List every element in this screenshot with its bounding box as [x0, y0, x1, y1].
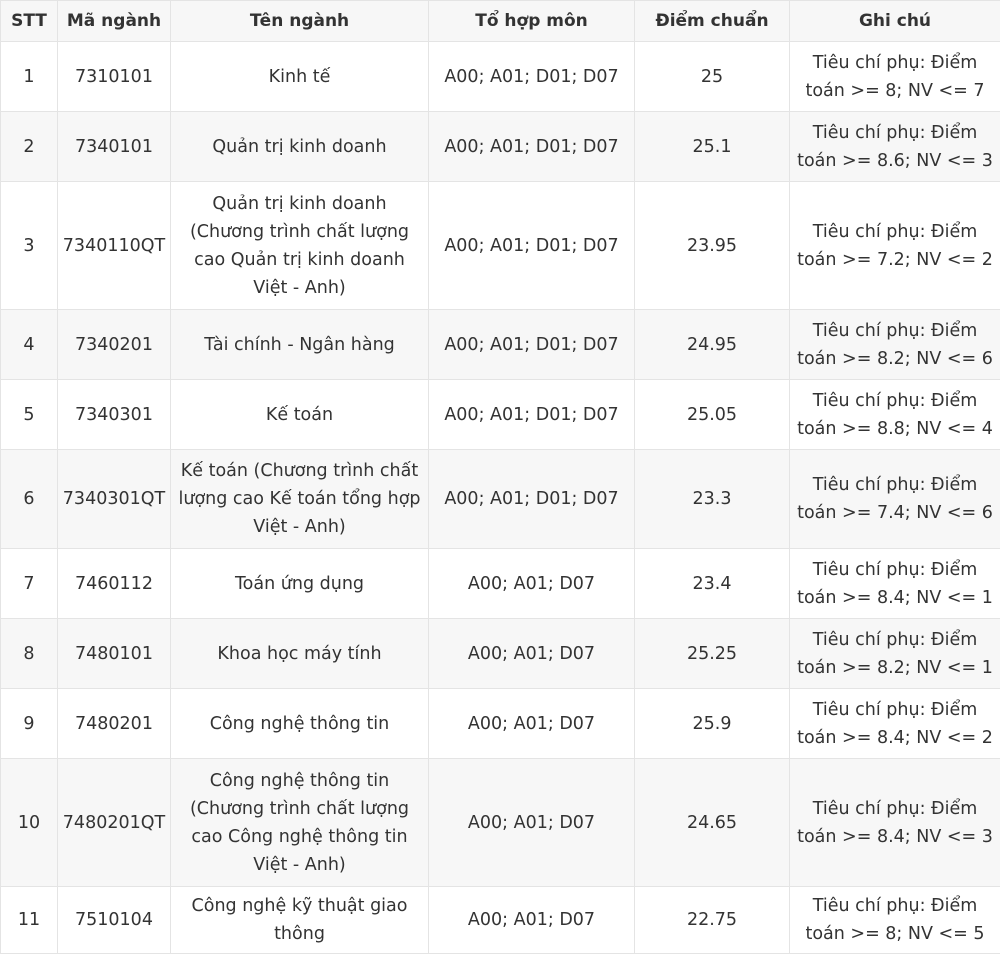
- header-ten-nganh: Tên ngành: [171, 1, 429, 42]
- cell-stt: 2: [1, 112, 58, 182]
- cell-ghi-chu: Tiêu chí phụ: Điểm toán >= 8.4; NV <= 1: [790, 549, 1000, 619]
- cell-to-hop-mon: A00; A01; D01; D07: [429, 112, 635, 182]
- header-ghi-chu: Ghi chú: [790, 1, 1000, 42]
- cell-ten-nganh: Khoa học máy tính: [171, 619, 429, 689]
- header-row: [1, 1, 1000, 42]
- cell-ten-nganh: Công nghệ thông tin: [171, 689, 429, 759]
- table-row: [1, 112, 1000, 182]
- header-ma-nganh: Mã ngành: [58, 1, 171, 42]
- table-row: [1, 310, 1000, 380]
- cell-to-hop-mon: A00; A01; D07: [429, 619, 635, 689]
- cell-ten-nganh: Công nghệ kỹ thuật giao thông: [171, 887, 429, 954]
- table-header: [1, 1, 1000, 42]
- cell-ma-nganh: 7460112: [58, 549, 171, 619]
- cell-ghi-chu: Tiêu chí phụ: Điểm toán >= 8.2; NV <= 1: [790, 619, 1000, 689]
- cell-diem-chuan: 24.65: [635, 759, 790, 887]
- table-row: [1, 689, 1000, 759]
- cell-ten-nganh: Quản trị kinh doanh: [171, 112, 429, 182]
- cell-stt: 5: [1, 380, 58, 450]
- cell-stt: 6: [1, 450, 58, 549]
- cell-ten-nganh: Công nghệ thông tin (Chương trình chất lượng cao Công nghệ thông tin Việt - Anh): [171, 759, 429, 887]
- cell-ten-nganh: Kinh tế: [171, 42, 429, 112]
- cell-ma-nganh: 7340101: [58, 112, 171, 182]
- cell-stt: 7: [1, 549, 58, 619]
- cell-to-hop-mon: A00; A01; D01; D07: [429, 42, 635, 112]
- cell-ma-nganh: 7310101: [58, 42, 171, 112]
- cell-diem-chuan: 23.3: [635, 450, 790, 549]
- cell-ten-nganh: Tài chính - Ngân hàng: [171, 310, 429, 380]
- table-row: [1, 42, 1000, 112]
- table-row: [1, 450, 1000, 549]
- cell-stt: 10: [1, 759, 58, 887]
- cell-ghi-chu: Tiêu chí phụ: Điểm toán >= 7.2; NV <= 2: [790, 182, 1000, 310]
- cell-stt: 4: [1, 310, 58, 380]
- cell-diem-chuan: 23.95: [635, 182, 790, 310]
- cell-ten-nganh: Quản trị kinh doanh (Chương trình chất lượng cao Quản trị kinh doanh Việt - Anh): [171, 182, 429, 310]
- cell-diem-chuan: 25.05: [635, 380, 790, 450]
- cell-diem-chuan: 25.1: [635, 112, 790, 182]
- cell-diem-chuan: 24.95: [635, 310, 790, 380]
- table-row: [1, 380, 1000, 450]
- header-diem-chuan: Điểm chuẩn: [635, 1, 790, 42]
- cell-to-hop-mon: A00; A01; D01; D07: [429, 450, 635, 549]
- cell-to-hop-mon: A00; A01; D07: [429, 689, 635, 759]
- cell-diem-chuan: 22.75: [635, 887, 790, 954]
- cell-ma-nganh: 7480201: [58, 689, 171, 759]
- table-row: [1, 887, 1000, 954]
- cell-ma-nganh: 7340201: [58, 310, 171, 380]
- cell-ghi-chu: Tiêu chí phụ: Điểm toán >= 8.4; NV <= 2: [790, 689, 1000, 759]
- cell-ghi-chu: Tiêu chí phụ: Điểm toán >= 8.8; NV <= 4: [790, 380, 1000, 450]
- cell-to-hop-mon: A00; A01; D01; D07: [429, 380, 635, 450]
- cell-ten-nganh: Toán ứng dụng: [171, 549, 429, 619]
- cell-ma-nganh: 7340301: [58, 380, 171, 450]
- cell-ghi-chu: Tiêu chí phụ: Điểm toán >= 8.6; NV <= 3: [790, 112, 1000, 182]
- cell-diem-chuan: 25.9: [635, 689, 790, 759]
- cell-diem-chuan: 23.4: [635, 549, 790, 619]
- cell-stt: 9: [1, 689, 58, 759]
- cell-stt: 1: [1, 42, 58, 112]
- cell-ma-nganh: 7340301QT: [58, 450, 171, 549]
- cell-stt: 11: [1, 887, 58, 954]
- cell-stt: 8: [1, 619, 58, 689]
- cell-ghi-chu: Tiêu chí phụ: Điểm toán >= 8; NV <= 7: [790, 42, 1000, 112]
- cell-diem-chuan: 25: [635, 42, 790, 112]
- header-stt: STT: [1, 1, 58, 42]
- cell-to-hop-mon: A00; A01; D07: [429, 549, 635, 619]
- cell-diem-chuan: 25.25: [635, 619, 790, 689]
- cell-ghi-chu: Tiêu chí phụ: Điểm toán >= 7.4; NV <= 6: [790, 450, 1000, 549]
- table-row: [1, 619, 1000, 689]
- cell-ghi-chu: Tiêu chí phụ: Điểm toán >= 8; NV <= 5: [790, 887, 1000, 954]
- cell-ma-nganh: 7340110QT: [58, 182, 171, 310]
- cell-ma-nganh: 7480101: [58, 619, 171, 689]
- cell-ghi-chu: Tiêu chí phụ: Điểm toán >= 8.4; NV <= 3: [790, 759, 1000, 887]
- cell-to-hop-mon: A00; A01; D07: [429, 887, 635, 954]
- cell-to-hop-mon: A00; A01; D01; D07: [429, 310, 635, 380]
- cell-stt: 3: [1, 182, 58, 310]
- table-row: [1, 549, 1000, 619]
- cell-to-hop-mon: A00; A01; D07: [429, 759, 635, 887]
- header-to-hop-mon: Tổ hợp môn: [429, 1, 635, 42]
- cell-ten-nganh: Kế toán: [171, 380, 429, 450]
- cell-ghi-chu: Tiêu chí phụ: Điểm toán >= 8.2; NV <= 6: [790, 310, 1000, 380]
- table-body: [1, 42, 1000, 954]
- cell-ma-nganh: 7510104: [58, 887, 171, 954]
- table-row: [1, 182, 1000, 310]
- table-row: [1, 759, 1000, 887]
- cell-ma-nganh: 7480201QT: [58, 759, 171, 887]
- cell-to-hop-mon: A00; A01; D01; D07: [429, 182, 635, 310]
- cell-ten-nganh: Kế toán (Chương trình chất lượng cao Kế toán tổng hợp Việt - Anh): [171, 450, 429, 549]
